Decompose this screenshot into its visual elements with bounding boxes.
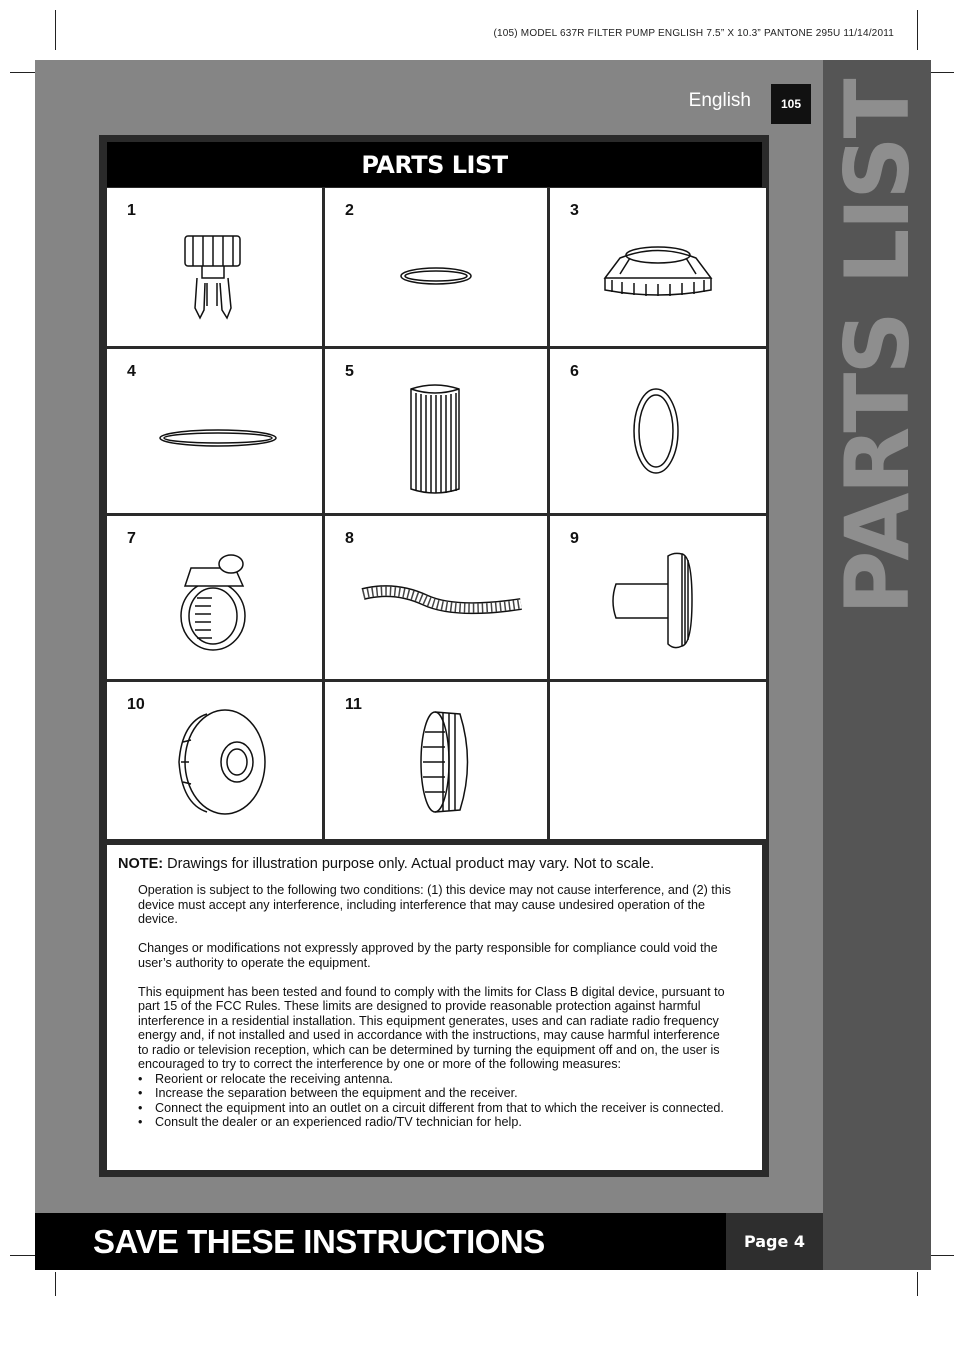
crop-mark	[55, 10, 56, 50]
language-label: English	[688, 90, 751, 111]
print-header: (105) MODEL 637R FILTER PUMP ENGLISH 7.5” X 10.3” PANTONE 295U 11/14/2011	[493, 28, 894, 39]
hose-icon	[325, 516, 547, 679]
part-cell	[107, 349, 322, 513]
part-cell	[550, 516, 766, 679]
part-number: 10	[127, 696, 145, 713]
list-item-text: Consult the dealer or an experienced radio/TV technician for help.	[155, 1115, 522, 1129]
list-item	[138, 1072, 733, 1087]
part-cell	[325, 188, 547, 346]
strainer-grid-icon	[325, 682, 547, 839]
part-number: 7	[127, 530, 136, 547]
part-cell	[325, 349, 547, 513]
list-item	[138, 1115, 733, 1130]
part-number: 1	[127, 202, 136, 219]
part-cell	[107, 516, 322, 679]
crop-mark	[10, 1255, 38, 1256]
note-line	[118, 856, 654, 872]
large-o-ring-icon	[107, 349, 322, 513]
list-item-text: Connect the equipment into an outlet on a circuit different from that to which the receiver is connected.	[155, 1100, 724, 1115]
bullet: •	[138, 1086, 143, 1100]
filter-cartridge-icon	[325, 349, 547, 513]
part-cell	[550, 349, 766, 513]
hose-clamp-icon	[107, 516, 322, 679]
note-label: NOTE:	[118, 856, 164, 872]
parts-list-title: PARTS LIST	[107, 142, 762, 187]
crop-mark	[917, 1272, 918, 1296]
filter-cover-icon	[550, 188, 766, 346]
part-cell	[107, 682, 322, 839]
footer-title: SAVE THESE INSTRUCTIONS	[35, 1213, 726, 1270]
fcc-statement	[138, 883, 733, 1130]
part-cell	[107, 188, 322, 346]
fcc-paragraph: Changes or modifications not expressly approved by the party responsible for compliance could void the user’s authority to operate the equipment.	[138, 941, 718, 970]
part-number: 8	[345, 530, 354, 547]
fcc-paragraph: Operation is subject to the following two conditions: (1) this device may not cause interference, and (2) this device must accept any interference, including interference that may cause undesired operation of the device.	[138, 883, 731, 926]
crop-mark	[55, 1272, 56, 1296]
bullet: •	[138, 1100, 143, 1115]
side-title: PARTS LIST	[826, 80, 929, 615]
strainer-cap-icon	[107, 682, 322, 839]
part-number: 9	[570, 530, 579, 547]
footer-page-number: Page 4	[726, 1213, 823, 1270]
part-number: 5	[345, 363, 354, 380]
small-o-ring-icon	[325, 188, 547, 346]
plunger-valve-icon	[107, 188, 322, 346]
part-number: 6	[570, 363, 579, 380]
part-cell	[325, 682, 547, 839]
part-number: 3	[570, 202, 579, 219]
fcc-paragraph: This equipment has been tested and found to comply with the limits for Class B digital device, pursuant to part 15 of the FCC Rules. These limits are designed to provide reasonable protection against harmful interference in a residential installation. This equipment generates, uses and can radiate radio frequency energy and, if not installed and used in accordance with the instructions, may cause harmful interference to radio or television reception, which can be determined by turning the equipment off and on, the user is encouraged to try to correct the interference by one or more of the following measures:	[138, 984, 725, 1071]
list-item	[138, 1086, 733, 1101]
gasket-ring-icon	[550, 349, 766, 513]
part-cell	[550, 188, 766, 346]
side-band	[823, 60, 931, 1270]
part-number: 11	[345, 696, 362, 713]
page-code-badge: 105	[771, 84, 811, 124]
connector-plug-icon	[550, 516, 766, 679]
list-item-text: Reorient or relocate the receiving antenna.	[155, 1071, 394, 1086]
list-item-text: Increase the separation between the equipment and the receiver.	[155, 1086, 518, 1100]
parts-grid	[107, 188, 762, 840]
note-box	[107, 845, 762, 1170]
note-text: Drawings for illustration purpose only. Actual product may vary. Not to scale.	[163, 856, 655, 872]
part-number: 4	[127, 363, 136, 380]
bullet: •	[138, 1115, 143, 1129]
crop-mark	[917, 10, 918, 50]
part-number: 2	[345, 202, 354, 219]
empty-cell	[550, 682, 766, 839]
list-item	[138, 1101, 733, 1116]
bullet: •	[138, 1071, 143, 1086]
fcc-measures-list	[138, 1072, 733, 1130]
part-cell	[325, 516, 547, 679]
